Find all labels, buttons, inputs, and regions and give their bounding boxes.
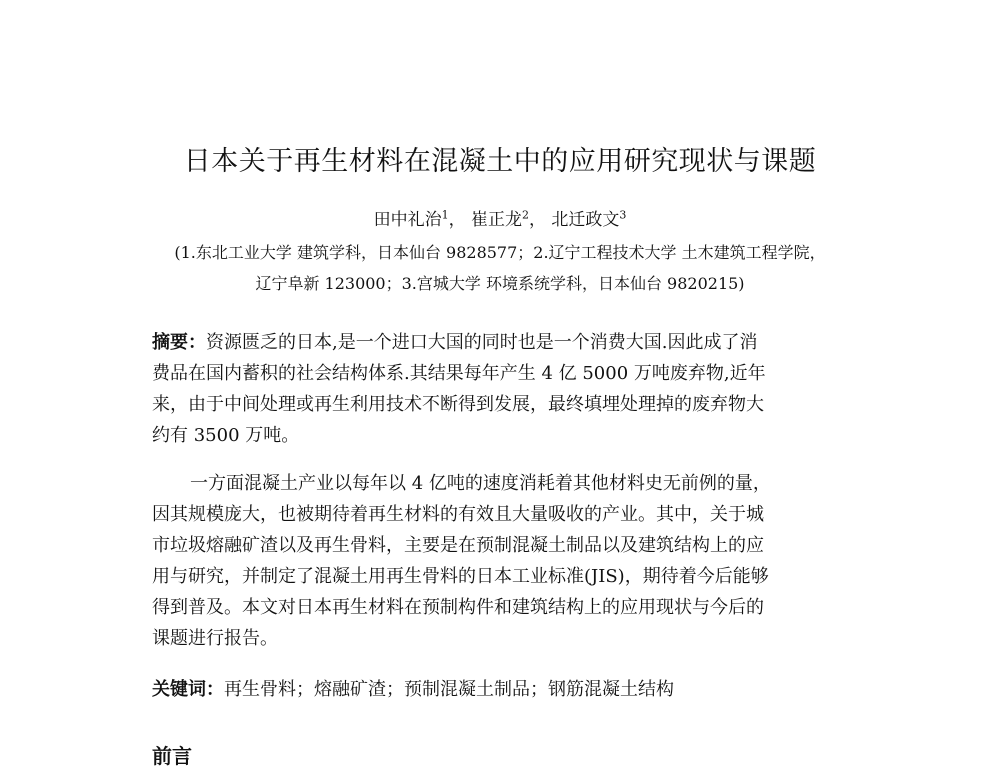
keywords (152, 675, 674, 701)
author-affiliation-mark: 1 (441, 208, 449, 222)
abstract-label: 摘要： (152, 332, 206, 353)
author-name: 田中礼治 (373, 210, 442, 230)
paper-title: 日本关于再生材料在混凝土中的应用研究现状与课题 (183, 146, 817, 177)
section-heading: 前言 (152, 744, 192, 768)
body-line: 课题进行报告。 (152, 628, 278, 649)
body-line: 得到普及。本文对日本再生材料在预制构件和建筑结构上的应用现状与今后的 (152, 597, 764, 618)
abstract-line: 约有 3500 万吨。 (152, 425, 300, 446)
author-list (0, 205, 1000, 230)
affiliation-line: (1.东北工业大学 建筑学科，日本仙台 9828577；2.辽宁工程技术大学 土木建筑工程学院， (174, 243, 826, 262)
author-separator: ， (448, 210, 466, 230)
author-affiliation-mark: 3 (619, 208, 627, 222)
author-separator: ， (529, 210, 546, 230)
body-line: 因其规模庞大，也被期待着再生材料的有效且大量吸收的产业。其中，关于城 (152, 504, 764, 525)
affiliation-line: 辽宁阜新 123000；3.宫城大学 环境系统学科，日本仙台 9820215) (255, 274, 745, 293)
body-line: 用与研究，并制定了混凝土用再生骨料的日本工业标准(JIS)，期待着今后能够 (152, 566, 769, 587)
body-paragraph (152, 468, 852, 654)
abstract-line: 费品在国内蓄积的社会结构体系.其结果每年产生 4 亿 5000 万吨废弃物,近年 (152, 363, 766, 384)
abstract-line: 资源匮乏的日本,是一个进口大国的同时也是一个消费大国.因此成了消 (206, 332, 758, 353)
author-name: 北迁政文 (551, 210, 620, 230)
author-name: 崔正龙 (471, 210, 522, 230)
author-affiliation-mark: 2 (522, 208, 529, 222)
body-line: 市垃圾熔融矿渣以及再生骨料，主要是在预制混凝土制品以及建筑结构上的应 (152, 535, 764, 556)
abstract (152, 327, 852, 451)
body-line: 一方面混凝土产业以每年以 4 亿吨的速度消耗着其他材料史无前例的量， (190, 473, 771, 494)
keywords-label: 关键词： (152, 679, 224, 700)
keywords-text: 再生骨料；熔融矿渣；预制混凝土制品；钢筋混凝土结构 (224, 679, 674, 700)
abstract-line: 来，由于中间处理或再生利用技术不断得到发展，最终填埋处理掉的废弃物大 (152, 394, 764, 415)
